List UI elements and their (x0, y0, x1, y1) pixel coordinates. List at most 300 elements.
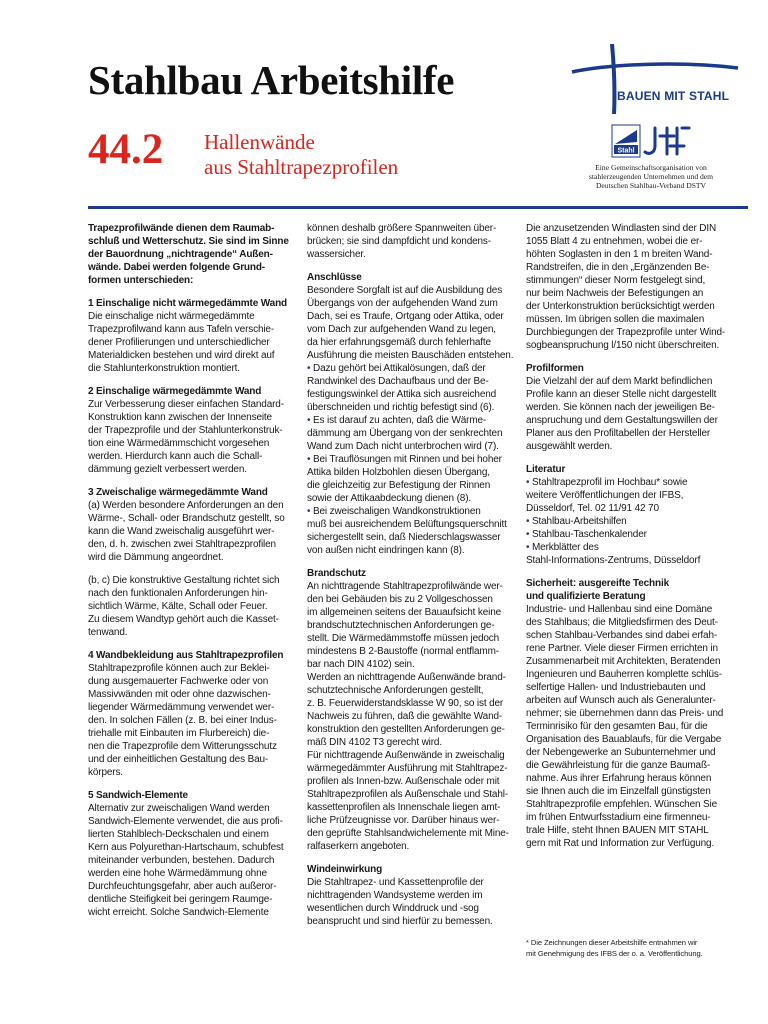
text-line (526, 785, 748, 798)
text-line (307, 479, 510, 492)
text-line-content: Die Vielzahl der auf dem Markt befindlichen (526, 376, 713, 387)
text-line (88, 662, 293, 675)
logo-text: BAUEN MIT STAHL (617, 89, 730, 103)
text-line (88, 802, 293, 815)
text-line-content: brandschutztechnischen Anforderungen ge- (307, 620, 495, 631)
text-line (307, 801, 510, 814)
text-line (88, 893, 293, 906)
section-heading (526, 362, 748, 375)
dstv-logo-icon (645, 128, 689, 154)
text-line (88, 626, 293, 639)
text-line (526, 772, 748, 785)
text-line-content: bar nach DIN 4102) sein. (307, 659, 415, 670)
text-line-content: Nachweis zu führen, daß die gewählte Wand- (307, 711, 503, 722)
text-line-content: die Stahlunterkonstruktion montiert. (88, 363, 240, 374)
text-line (88, 424, 293, 437)
text-line (307, 684, 510, 697)
text-line-content: Durchbiegungen der Trapezprofile unter Wind- (526, 327, 726, 338)
footnote (526, 937, 748, 959)
text-line (307, 606, 510, 619)
text-line-content: Brandschutz (307, 568, 366, 579)
text-line (526, 694, 748, 707)
text-line-content: dämmung am Übergang von der senkrechten (307, 428, 503, 439)
text-line (526, 746, 748, 759)
section-heading (88, 248, 293, 261)
text-line (526, 798, 748, 811)
paragraph-gap (88, 287, 293, 297)
text-line-content: Attika bilden Holzbohlen diesen Übergang, (307, 467, 490, 478)
text-line (307, 915, 510, 928)
text-line (88, 613, 293, 626)
logo-cross-horizontal (572, 64, 738, 72)
text-line-content: des Stahlbaus; die Mitgliedsfirmen des Deut- (526, 617, 718, 628)
text-line-content: tion eine Wärmedämmschicht vorgesehen (88, 438, 270, 449)
text-line (526, 655, 748, 668)
text-line (88, 437, 293, 450)
text-line-content: Sicherheit: ausgereifte Technik (526, 578, 669, 589)
text-line-content: rene Partner. Viele dieser Firmen errichten in (526, 643, 718, 654)
text-line (307, 544, 510, 557)
text-line-content: An nichttragende Stahltrapezprofilwände wer- (307, 581, 503, 592)
text-line (88, 336, 293, 349)
text-line (88, 600, 293, 613)
text-line-content: die gleichzeitig zur Befestigung der Rinnen (307, 480, 491, 491)
text-line (88, 828, 293, 841)
text-line-content: Planer aus den Profiltabellen der Hersteller (526, 428, 711, 439)
text-line-content: der Trapezprofile und der Stahlunterkonstruk- (88, 425, 283, 436)
text-line-content: wicht erreicht. Solche Sandwich-Elemente (88, 907, 269, 918)
text-line (88, 323, 293, 336)
section-heading (88, 789, 293, 802)
text-line (307, 414, 510, 427)
text-line (88, 740, 293, 753)
text-line (307, 749, 510, 762)
text-line (526, 261, 748, 274)
text-line-content: Profile kann an dieser Stelle nicht dargestellt (526, 389, 717, 400)
text-line (526, 629, 748, 642)
text-line-content: Zur Verbesserung dieser einfachen Standard- (88, 399, 284, 410)
text-line (88, 753, 293, 766)
text-line-content: Werden an nichttragende Außenwände brand- (307, 672, 506, 683)
paragraph-gap (88, 375, 293, 385)
logo-cross-vertical (612, 44, 614, 114)
text-line-content: Bei zweischaligen Wandkonstruktionen (313, 506, 481, 517)
text-line (307, 645, 510, 658)
text-line-content: schutztechnische Anforderungen gestellt, (307, 685, 484, 696)
text-line (307, 297, 510, 310)
text-line-content: liche Prüfzeugnisse vor. Darüber hinaus wer- (307, 815, 500, 826)
text-line-content: muß bei ausreichendem Belüftungsquerschnitt (307, 519, 507, 530)
text-line (526, 502, 748, 515)
text-line-content: sowie der Attikaabdeckung dienen (8). (307, 493, 472, 504)
text-line-content: von außen nicht eindringen kann (8). (307, 545, 465, 556)
text-line-content: im allgemeinen seitens der Bauaufsicht keine (307, 607, 502, 618)
text-line (307, 619, 510, 632)
text-line (88, 450, 293, 463)
text-line (307, 902, 510, 915)
text-line-content: Zusammenarbeit mit Architekten, Beratenden (526, 656, 721, 667)
text-line-content: die Gewährleistung für die ganze Baumaß- (526, 760, 711, 771)
text-line (88, 398, 293, 411)
text-line (307, 401, 510, 414)
text-line-content: stellt. Die Wärmedämmstoffe müssen jedoch (307, 633, 500, 644)
text-line (526, 388, 748, 401)
text-line (88, 841, 293, 854)
stahl-badge-label: Stahl (617, 147, 635, 155)
text-line-content: Trapezprofilwände dienen dem Raumab- (88, 223, 275, 234)
text-line (307, 492, 510, 505)
credit-line: Deutschen Stahlbau-Verband DSTV (595, 181, 707, 190)
text-line (307, 310, 510, 323)
section-heading (526, 590, 748, 603)
text-line (526, 554, 748, 567)
text-line (526, 616, 748, 629)
text-line-content: kann die Wand zweischalig ausgeführt wer- (88, 526, 275, 537)
text-line (526, 375, 748, 388)
text-line-content: Wärme-, Schall- oder Brandschutz gestellt, so (88, 513, 285, 524)
text-line (88, 854, 293, 867)
text-line (307, 889, 510, 902)
text-line-content: werden. Hierdurch kann auch die Schall- (88, 451, 263, 462)
text-line-content: selfertige Hallen- und Industriebauten und (526, 682, 706, 693)
section-heading (526, 577, 748, 590)
text-line-content: Merkblätter des (532, 542, 599, 553)
text-line-content: ralfaserkern angeboten. (307, 841, 410, 852)
text-line-content: Bei Trauflösungen mit Rinnen und bei hoher (313, 454, 502, 465)
text-line (307, 248, 510, 261)
text-line (526, 603, 748, 616)
text-line-content: und der einheitlichen Gestaltung des Bau- (88, 754, 269, 765)
text-line-content: der Unterkonstruktion berücksichtigt werden (526, 301, 715, 312)
section-heading (526, 463, 748, 476)
bullet-icon: • (307, 454, 311, 465)
text-line (526, 401, 748, 414)
text-line-content: miteinander verbunden, bestehen. Dadurch (88, 855, 275, 866)
text-line (307, 362, 510, 375)
text-line-content: Zu diesem Wandtyp gehört auch die Kasset- (88, 614, 279, 625)
text-line (88, 512, 293, 525)
text-line-content: schen Stahlbau-Verbandes sind dabei erfah- (526, 630, 718, 641)
text-line-content: schluß und Wetterschutz. Sie sind im Sinne (88, 236, 289, 247)
text-line-content: wassersicher. (307, 249, 366, 260)
text-line-content: körpers. (88, 767, 123, 778)
text-line-content: Es ist darauf zu achten, daß die Wärme- (313, 415, 487, 426)
text-line-content: können deshalb größere Spannweiten über- (307, 223, 497, 234)
text-line (307, 762, 510, 775)
text-line (526, 313, 748, 326)
text-line (88, 551, 293, 564)
text-line-content: Die Stahltrapez- und Kassettenprofile der (307, 877, 484, 888)
text-line-content: brücken; sie sind dampfdicht und kondens- (307, 236, 491, 247)
text-column-1 (88, 222, 293, 919)
paragraph-gap (88, 476, 293, 486)
text-line-content: dung ausgemauerter Fachwerke oder von (88, 676, 269, 687)
text-line-content: Ingenieuren und Bauherren komplette schlüs- (526, 669, 722, 680)
text-line (307, 876, 510, 889)
text-line-content: im frühen Entwurfsstadium eine firmenneu- (526, 812, 711, 823)
text-line-content: 2 Einschalige wärmegedämmte Wand (88, 386, 262, 397)
footnote-line: mit Genehmigung des IFBS der o. a. Veröffentlichung. (526, 949, 703, 958)
bullet-icon: • (307, 363, 311, 374)
text-line (88, 815, 293, 828)
text-line-content: tenwand. (88, 627, 128, 638)
text-line-content: Stahltrapezprofilen als Außenschale und Stahl- (307, 789, 509, 800)
text-line (88, 349, 293, 362)
text-line-content: (a) Werden besondere Anforderungen an den (88, 500, 284, 511)
text-line-content: nach den funktionalen Anforderungen hin- (88, 588, 268, 599)
text-line (307, 580, 510, 593)
text-line (526, 222, 748, 235)
text-line-content: Anschlüsse (307, 272, 362, 283)
text-line-content: Profilformen (526, 363, 584, 374)
text-line-content: Kern aus Polyurethan-Hartschaum, schubfest (88, 842, 284, 853)
text-line (307, 723, 510, 736)
text-line-content: sie Ihnen auch die im Einzelfall günstigsten (526, 786, 711, 797)
section-heading (88, 385, 293, 398)
text-line-content: Sandwich-Elemente verwendet, die aus profi- (88, 816, 283, 827)
text-line-content: sichtlich Wärme, Kälte, Schall oder Feuer. (88, 601, 268, 612)
text-line (88, 727, 293, 740)
text-line (307, 736, 510, 749)
text-line-content: Dach, sei es Traufe, Ortgang oder Attika, oder (307, 311, 504, 322)
text-line (88, 574, 293, 587)
text-line-content: anspruchung und dem Gestaltungswillen der (526, 415, 718, 426)
text-column-2 (307, 222, 514, 928)
paragraph-gap (88, 779, 293, 789)
text-line-content: Randstreifen, die in den „Ergänzenden Be- (526, 262, 710, 273)
text-line (526, 824, 748, 837)
text-line (88, 362, 293, 375)
stahl-badge-icon (612, 125, 640, 157)
chapter-subtitle (204, 130, 398, 180)
text-line-content: 3 Zweischalige wärmegedämmte Wand (88, 487, 268, 498)
subtitle-line-2: aus Stahltrapezprofilen (204, 155, 399, 179)
text-line-content: kassettenprofilen als Innenschale liegen amt- (307, 802, 501, 813)
text-line-content: Massivwänden mit oder ohne dazwischen- (88, 689, 271, 700)
text-line (307, 658, 510, 671)
section-heading (307, 863, 510, 876)
section-heading (88, 649, 293, 662)
text-line-content: sogbeanspruchung l/150 nicht überschreiten. (526, 340, 720, 351)
text-line (526, 837, 748, 850)
text-line (526, 339, 748, 352)
page-title: Stahlbau Arbeitshilfe (88, 57, 455, 103)
text-line-content: konstruktion den gestellten Anforderungen ge- (307, 724, 505, 735)
text-line-content: nehmer; sie übernehmen dann das Preis- und (526, 708, 724, 719)
text-line (88, 867, 293, 880)
text-line-content: (b, c) Die konstruktive Gestaltung richtet sich (88, 575, 280, 586)
paragraph-gap (88, 564, 293, 574)
text-line (526, 427, 748, 440)
text-line (307, 775, 510, 788)
text-line-content: Ausführung die meisten Bauschäden entstehen. (307, 350, 514, 361)
text-line (526, 326, 748, 339)
text-line-content: werden eine hohe Wärmedämmung ohne (88, 868, 267, 879)
text-line-content: profilen als Innen-bzw. Außenschale oder mit (307, 776, 500, 787)
text-line-content: gern mit Rat und Information zur Verfügung. (526, 838, 715, 849)
text-line (307, 284, 510, 297)
credit-line: stahlerzeugenden Unternehmen und dem (588, 172, 714, 181)
text-line (526, 759, 748, 772)
text-line (526, 811, 748, 824)
text-line (526, 515, 748, 528)
text-line (526, 707, 748, 720)
text-line-content: nahme. Aus ihrer Erfahrung heraus können (526, 773, 712, 784)
text-line (526, 274, 748, 287)
text-line-content: arbeiten auf Wunsch auch als Generalunter- (526, 695, 716, 706)
text-line-content: Trapezprofilwand kann aus Tafeln verschie- (88, 324, 275, 335)
text-line (88, 880, 293, 893)
text-line-content: Stahlbau-Taschenkalender (532, 529, 647, 540)
text-line (88, 499, 293, 512)
text-line (307, 388, 510, 401)
text-line-content: ausgewählt werden. (526, 441, 613, 452)
text-line-content: trale Hilfe, steht Ihnen BAUEN MIT STAHL (526, 825, 709, 836)
text-line (526, 733, 748, 746)
text-line (307, 505, 510, 518)
text-line-content: liegender Wärmedämmung verwendet wer- (88, 702, 275, 713)
text-line (307, 336, 510, 349)
text-line-content: dämmung gezielt verbessert werden. (88, 464, 247, 475)
text-line (307, 697, 510, 710)
text-line-content: festigungswinkel der Attika sich ausreichend (307, 389, 497, 400)
text-line (307, 593, 510, 606)
text-line-content: den bei Gebäuden bis zu 2 Vollgeschossen (307, 594, 493, 605)
text-line-content: wände. Dabei werden folgende Grund- (88, 262, 265, 273)
text-line-content: der Nebengewerke an Subunternehmer und (526, 747, 716, 758)
text-line (88, 538, 293, 551)
text-line-content: z. B. Feuerwiderstandsklasse W 90, so ist der (307, 698, 504, 709)
text-line-content: Literatur (526, 464, 566, 475)
section-heading (88, 297, 293, 310)
text-line (307, 427, 510, 440)
text-line-content: Terminrisiko für den gesamten Bau, für die (526, 721, 708, 732)
text-line (307, 349, 514, 362)
section-heading (88, 486, 293, 499)
text-line-content: Stahltrapezprofile empfehlen. Wünschen Sie (526, 799, 718, 810)
text-line (307, 466, 510, 479)
text-line-content: Düsseldorf, Tel. 02 11/91 42 70 (526, 503, 659, 514)
text-line-content: Materialdicken bestehen und wird direkt auf (88, 350, 275, 361)
section-heading (88, 222, 293, 235)
text-line-content: Wand zum Dach nicht unterbrochen wird (7). (307, 441, 499, 452)
text-line-content: nichttragenden Wandsysteme werden im (307, 890, 483, 901)
footnote-line: * Die Zeichnungen dieser Arbeitshilfe entnahmen wir (526, 938, 698, 947)
section-heading (307, 567, 510, 580)
text-line (526, 489, 748, 502)
text-line-content: mindestens B 2-Baustoffe (normal entflamm- (307, 646, 499, 657)
text-line-content: weitere Veröffentlichungen der IFBS, (526, 490, 684, 501)
text-line (526, 668, 748, 681)
text-line (88, 525, 293, 538)
text-line-content: höhten Soglasten in den 1 m breiten Wand- (526, 249, 713, 260)
text-line-content: wird die Dämmung angeordnet. (88, 552, 224, 563)
text-line-content: triehalle mit Einbauten im Flurbereich) die- (88, 728, 270, 739)
text-line-content: sichergestellt sein, daß Niederschlagswasser (307, 532, 501, 543)
text-line-content: nur beim Nachweis der Befestigungen an (526, 288, 704, 299)
text-line (307, 840, 510, 853)
text-line (307, 235, 510, 248)
text-line-content: und qualifizierte Beratung (526, 591, 646, 602)
text-line-content: lierten Stahlblech-Deckschalen und einem (88, 829, 269, 840)
bullet-icon: • (526, 529, 530, 540)
text-line-content: Durchfeuchtungsgefahr, aber auch außeror- (88, 881, 277, 892)
text-line-content: Dazu gehört bei Attikalösungen, daß der (313, 363, 486, 374)
text-line (526, 681, 748, 694)
text-line-content: den. In solchen Fällen (z. B. bei einer Indus- (88, 715, 277, 726)
text-line-content: 1055 Blatt 4 zu entnehmen, wobei die er- (526, 236, 703, 247)
text-line-content: dentliche Steifigkeit bei geringem Raumge- (88, 894, 273, 905)
text-line (526, 248, 748, 261)
text-line (307, 453, 510, 466)
paragraph-gap (307, 261, 510, 271)
header-rule (88, 206, 748, 209)
section-heading (88, 274, 293, 287)
bullet-icon: • (307, 415, 311, 426)
text-line-content: Übergangs von der aufgehenden Wand zum (307, 298, 498, 309)
text-line-content: mäß DIN 4102 T3 gerecht wird. (307, 737, 442, 748)
text-column-3 (526, 222, 748, 850)
section-heading (88, 261, 293, 274)
paragraph-gap (526, 567, 748, 577)
text-line-content: beansprucht und sind hierfür zu bemessen. (307, 916, 493, 927)
text-line (307, 632, 510, 645)
text-line (526, 476, 748, 489)
text-line (526, 287, 748, 300)
text-line (526, 642, 748, 655)
text-line (307, 531, 510, 544)
text-line-content: wärmegedämmter Ausführung mit Stahltrapez- (307, 763, 508, 774)
text-line (307, 814, 510, 827)
text-line (88, 411, 293, 424)
paragraph-gap (526, 453, 748, 463)
text-line-content: formen unterschieden: (88, 275, 194, 286)
text-line-content: dener Profilierungen und unterschiedlicher (88, 337, 270, 348)
text-line-content: Windeinwirkung (307, 864, 383, 875)
text-line-content: Stahlbau-Arbeitshilfen (532, 516, 627, 527)
text-line-content: Industrie- und Hallenbau sind eine Domäne (526, 604, 713, 615)
text-line (307, 788, 510, 801)
text-line-content: Alternativ zur zweischaligen Wand werden (88, 803, 270, 814)
text-line-content: Stahltrapezprofile können auch zur Beklei- (88, 663, 270, 674)
bullet-icon: • (526, 516, 530, 527)
credit-line: Eine Gemeinschaftsorganisation von (595, 163, 707, 172)
section-heading (88, 235, 293, 248)
chapter-number: 44.2 (88, 126, 164, 173)
text-line (526, 414, 748, 427)
bullet-icon: • (526, 477, 530, 488)
section-heading (307, 271, 510, 284)
text-line (88, 310, 293, 323)
text-line-content: den geprüfte Stahlsandwichelemente mit Mine- (307, 828, 509, 839)
member-badges (611, 124, 691, 158)
text-line-content: 1 Einschalige nicht wärmegedämmte Wand (88, 298, 287, 309)
subtitle-line-1: Hallenwände (204, 130, 315, 154)
text-line (88, 675, 293, 688)
text-line-content: 4 Wandbekleidung aus Stahltrapezprofilen (88, 650, 284, 661)
text-line (526, 235, 748, 248)
text-line-content: 5 Sandwich-Elemente (88, 790, 188, 801)
text-line (88, 766, 293, 779)
paragraph-gap (88, 639, 293, 649)
text-line (88, 906, 293, 919)
text-line-content: der Bauordnung „nichtragende“ Außen- (88, 249, 273, 260)
text-line (526, 300, 748, 313)
text-line-content: stimmungen“ dieser Norm festgelegt sind, (526, 275, 706, 286)
text-line (307, 375, 510, 388)
text-line (307, 222, 510, 235)
text-line (307, 671, 510, 684)
